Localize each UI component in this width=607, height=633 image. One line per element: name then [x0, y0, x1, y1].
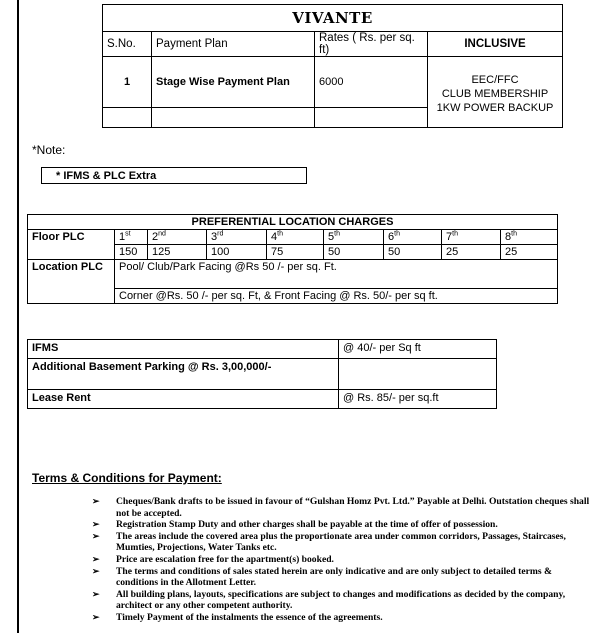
floor-value: 25 [501, 245, 558, 260]
terms-item: ➢ Registration Stamp Duty and other charges shall be payable at the time of offer of possession. [92, 519, 498, 531]
floor-plc-label: Floor PLC [28, 230, 115, 260]
floor-number: 8th [501, 230, 558, 245]
cell-inclusive [428, 57, 563, 128]
location-charge: Pool/ Club/Park Facing @Rs 50 /- per sq. Ft. [115, 260, 558, 289]
terms-item: ➢ Timely Payment of the instalments the essence of the agreements. [92, 611, 383, 623]
terms-item: ➢ The terms and conditions of sales stated herein are only indicative and are only subject to detailed terms & conditions in the Allotment Letter. [92, 565, 552, 589]
table-row [28, 340, 497, 359]
floor-value: 75 [267, 245, 324, 260]
extra-value [339, 359, 497, 390]
inclusive-item: CLUB MEMBERSHIP [441, 87, 549, 100]
inclusive-item: EEC/FFC [471, 73, 519, 86]
floor-value: 50 [324, 245, 384, 260]
terms-item: ➢ Price are escalation free for the apartment(s) booked. [92, 553, 334, 565]
table-row [28, 359, 497, 390]
cell-payment-plan: Stage Wise Payment Plan [152, 57, 315, 108]
pricing-table [102, 4, 563, 128]
floor-number: 6th [384, 230, 442, 245]
arrow-bullet-icon: ➢ [92, 519, 100, 530]
note-label: *Note: [32, 143, 66, 157]
arrow-bullet-icon: ➢ [92, 496, 100, 506]
extra-label: IFMS [28, 340, 339, 359]
cell-rate: 6000 [315, 57, 428, 108]
extra-label: Lease Rent [28, 390, 339, 409]
location-charge: Corner @Rs. 50 /- per sq. Ft, & Front Facing @ Rs. 50/- per sq ft. [115, 289, 558, 304]
plc-table [27, 214, 558, 304]
header-inclusive: INCLUSIVE [428, 32, 563, 57]
location-plc-label: Location PLC [28, 260, 115, 304]
inclusive-item: 1KW POWER BACKUP [436, 101, 554, 114]
floor-number: 2nd [148, 230, 207, 245]
terms-item: ➢ The areas include the covered area plus the proportionate area under common corridors, Passages, Staircases, Mumties, Projections, Water Tanks etc. [92, 530, 566, 554]
floor-value: 25 [442, 245, 501, 260]
empty-cell [315, 108, 428, 128]
arrow-bullet-icon: ➢ [92, 611, 100, 622]
floor-number: 5th [324, 230, 384, 245]
table-row [103, 57, 563, 108]
extra-label: Additional Basement Parking @ Rs. 3,00,000/- [28, 359, 339, 390]
floor-number: 1st [115, 230, 148, 245]
plc-title: PREFERENTIAL LOCATION CHARGES [28, 215, 558, 230]
header-payment-plan: Payment Plan [152, 32, 315, 57]
terms-item: ➢ Cheques/Bank drafts to be issued in favour of “Gulshan Homz Pvt. Ltd.” Payable at Delhi. Outstation cheques shall not be accepted. [92, 496, 590, 519]
header-rates: Rates ( Rs. per sq. ft) [315, 32, 428, 57]
empty-cell [152, 108, 315, 128]
cell-sno: 1 [103, 57, 152, 108]
floor-value: 150 [115, 245, 148, 260]
terms-heading: Terms & Conditions for Payment: [32, 471, 222, 485]
floor-value: 125 [148, 245, 207, 260]
floor-value: 50 [384, 245, 442, 260]
note-box: * IFMS & PLC Extra [41, 167, 307, 184]
empty-cell [103, 108, 152, 128]
floor-number-row [28, 230, 558, 245]
floor-number: 7th [442, 230, 501, 245]
header-sno: S.No. [103, 32, 152, 57]
floor-value: 100 [207, 245, 267, 260]
arrow-bullet-icon: ➢ [92, 530, 100, 541]
extra-value: @ Rs. 85/- per sq.ft [339, 390, 497, 409]
table-row [28, 390, 497, 409]
page-margin-line [17, 0, 19, 633]
extra-value: @ 40/- per Sq ft [339, 340, 497, 359]
project-title: VIVANTE [103, 5, 563, 32]
arrow-bullet-icon: ➢ [92, 588, 100, 599]
floor-number: 3rd [207, 230, 267, 245]
location-row [28, 260, 558, 289]
pricing-header-row [103, 32, 563, 57]
arrow-bullet-icon: ➢ [92, 565, 100, 576]
terms-list [92, 496, 592, 624]
arrow-bullet-icon: ➢ [92, 553, 100, 564]
terms-item: ➢ All building plans, layouts, specifications are subject to changes and modifications as decided by the company, architect or any other competent authority. [92, 588, 566, 612]
extras-table [27, 339, 497, 409]
floor-number: 4th [267, 230, 324, 245]
